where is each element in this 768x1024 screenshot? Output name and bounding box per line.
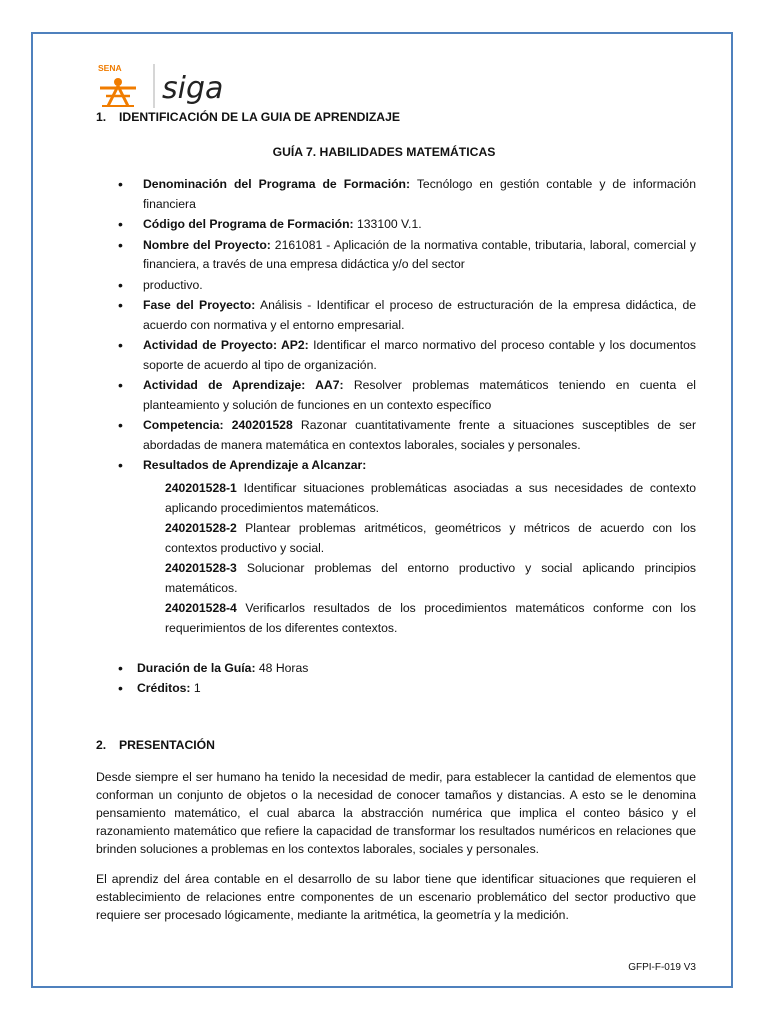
- identification-list: [118, 175, 696, 639]
- list-item: • Nombre del Proyecto: 2161081 - Aplicación de la normativa contable, tributaria, laboral, comercial y financiera, a través de una empresa didáctica y/o del sector: [118, 236, 696, 275]
- list-item: • productivo.: [118, 276, 696, 296]
- list-item: • Fase del Proyecto: Análisis - Identificar el proceso de estructuración de la empresa didáctica, de acuerdo con normativa y el entorno empresarial.: [118, 296, 696, 335]
- list-item: • Competencia: 240201528 Razonar cuantitativamente frente a situaciones susceptibles de ser abordadas de manera matemática en contextos laborales, sociales y personales.: [118, 416, 696, 455]
- learning-results: [165, 478, 696, 638]
- sena-logo-icon: [98, 63, 136, 106]
- duration-list: [118, 658, 696, 698]
- sena-siga-logo: [96, 62, 246, 112]
- list-item: • Actividad de Aprendizaje: AA7: Resolver problemas matemáticos teniendo en cuenta el planteamiento y solución de funciones en un contexto específico: [118, 376, 696, 415]
- presentation-paragraph-1: Desde siempre el ser humano ha tenido la necesidad de medir, para establecer la cantidad de elementos que conforman un conjunto de objetos o la necesidad de conocer tamaños y distancias. A esto se le denomina pensamiento matemático, el cual abarca la abstracción numérica que implica el conteo básico y el razonamiento matemático que refiere la capacidad de transformar los resultados numéricos en relaciones que brinden soluciones a problemas en los contextos laborales, sociales y personales.: [96, 770, 696, 856]
- result-item: 240201528-2 Plantear problemas aritméticos, geométricos y métricos de acuerdo con los contextos productivo y social.: [165, 520, 696, 555]
- result-item: 240201528-3 Solucionar problemas del entorno productivo y social aplicando principios matemáticos.: [165, 560, 696, 595]
- svg-text:SENA: SENA: [98, 63, 122, 73]
- list-item: • Código del Programa de Formación: 133100 V.1.: [118, 215, 696, 235]
- list-item: • Duración de la Guía: 48 Horas: [118, 658, 696, 678]
- siga-logo-text: siga: [162, 71, 224, 106]
- guide-title: GUÍA 7. HABILIDADES MATEMÁTICAS: [272, 145, 496, 159]
- section-1-number: 1.: [96, 110, 107, 124]
- section-1-heading: [96, 110, 400, 124]
- section-2-heading: [96, 738, 215, 752]
- list-item: • Créditos: 1: [118, 678, 696, 698]
- presentation-paragraph-2: El aprendiz del área contable en el desarrollo de su labor tiene que identificar situaciones que requieren el establecimiento de relaciones entre componentes de un escenario problemático del sector productivo que requiere ser procesado lógicamente, mediante la aritmética, la geometría y la medición.: [96, 872, 696, 922]
- section-2-title: PRESENTACIÓN: [119, 738, 215, 752]
- list-item: • Denominación del Programa de Formación: Tecnólogo en gestión contable y de información financiera: [118, 175, 696, 214]
- section-1-title: IDENTIFICACIÓN DE LA GUIA DE APRENDIZAJE: [119, 110, 401, 124]
- list-item: • Actividad de Proyecto: AP2: Identificar el marco normativo del proceso contable y los documentos soporte de acuerdo al tipo de organización.: [118, 336, 696, 375]
- list-item-results: • Resultados de Aprendizaje a Alcanzar: 240201528-1 Identificar situaciones problemáticas asociadas a sus necesidades de contexto aplicando procedimientos matemáticos. 240201528-2 Plantear problemas aritméticos, geométricos y métricos de acuerdo con los contextos productivo y social. 240201528-3 Solucionar problemas del entorno productivo y social aplicando principios matemáticos. 240201528-4 Verificarlos resultados de los procedimientos matemáticos conforme con los requerimientos de los diferentes contextos.: [118, 456, 696, 638]
- result-item: 240201528-4 Verificarlos resultados de los procedimientos matemáticos conforme con los requerimientos de los diferentes contextos.: [165, 600, 696, 635]
- result-item: 240201528-1 Identificar situaciones problemáticas asociadas a sus necesidades de contexto aplicando procedimientos matemáticos.: [165, 480, 696, 515]
- footer-code: GFPI-F-019 V3: [628, 962, 696, 973]
- section-2-number: 2.: [96, 738, 107, 752]
